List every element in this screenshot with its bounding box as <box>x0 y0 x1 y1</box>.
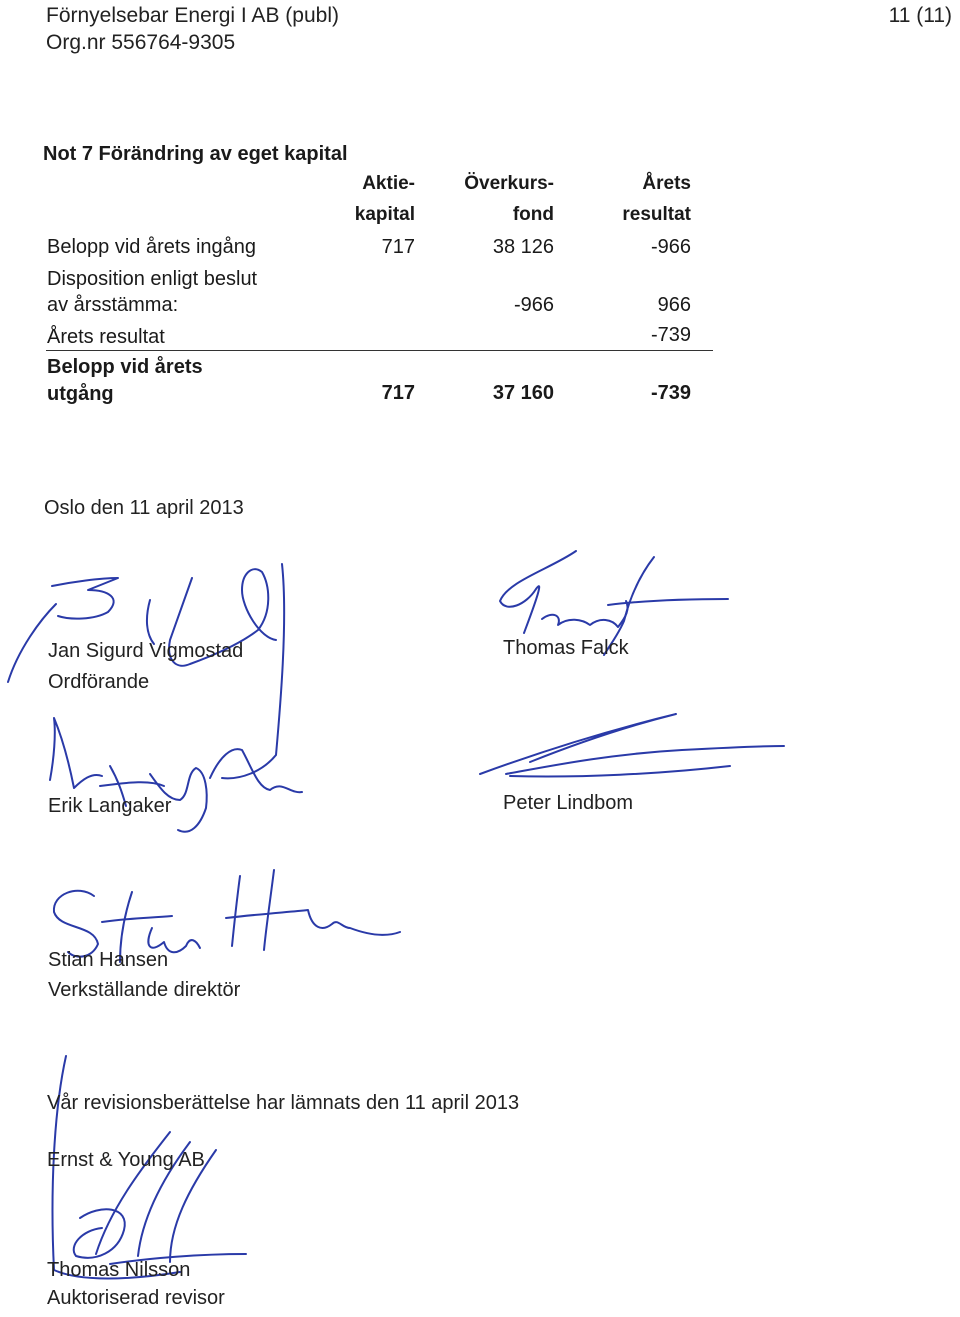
col-header-arets-resultat-2: resultat <box>622 204 691 225</box>
cell-ingang-overkursfond: 38 126 <box>492 236 554 258</box>
cell-utgang-aktiekapital: 717 <box>381 382 415 404</box>
col-header-overkursfond-1: Överkurs- <box>464 173 554 194</box>
col-header-aktiekapital-1: Aktie- <box>362 173 415 194</box>
signature-hansen <box>40 866 420 996</box>
row-label-arets-resultat: Årets resultat <box>47 326 165 348</box>
signatory-name-vigmostad: Jan Sigurd Vigmostad <box>48 640 244 662</box>
signature-langaker <box>40 710 340 860</box>
col-header-arets-resultat-1: Årets <box>642 173 691 194</box>
row-label-utgang-1: Belopp vid årets <box>47 356 203 378</box>
signatory-name-hansen: Stian Hansen <box>48 949 169 971</box>
cell-utgang-overkursfond: 37 160 <box>492 382 554 404</box>
audit-firm: Ernst & Young AB <box>47 1149 205 1171</box>
place-date: Oslo den 11 april 2013 <box>44 497 244 519</box>
table-divider <box>46 350 713 351</box>
col-header-overkursfond-2: fond <box>512 204 554 225</box>
page-number: 11 (11) <box>888 4 952 27</box>
company-name: Förnyelsebar Energi I AB (publ) <box>46 4 339 27</box>
row-label-utgang-2: utgång <box>47 383 114 405</box>
cell-utgang-resultat: -739 <box>650 382 691 404</box>
cell-ingang-aktiekapital: 717 <box>381 236 415 258</box>
signatory-name-langaker: Erik Langaker <box>48 795 172 817</box>
signatory-role-vigmostad: Ordförande <box>48 671 150 693</box>
note-title: Not 7 Förändring av eget kapital <box>43 143 348 165</box>
signatory-role-hansen: Verkställande direktör <box>48 979 241 1001</box>
cell-disposition-overkursfond: -966 <box>513 294 554 316</box>
row-label-disposition-1: Disposition enligt beslut <box>47 268 258 290</box>
cell-arets-resultat: -739 <box>650 324 691 346</box>
signature-lindbom <box>470 708 790 788</box>
row-label-disposition-2: av årsstämma: <box>47 294 179 316</box>
row-label-ingang: Belopp vid årets ingång <box>47 236 257 258</box>
org-number: Org.nr 556764-9305 <box>46 31 236 54</box>
col-header-aktiekapital-2: kapital <box>354 204 415 225</box>
auditor-name: Thomas Nilsson <box>47 1259 191 1281</box>
signatory-name-lindbom: Peter Lindbom <box>503 792 634 814</box>
auditor-title: Auktoriserad revisor <box>47 1287 225 1309</box>
cell-ingang-resultat: -966 <box>650 236 691 258</box>
cell-disposition-resultat: 966 <box>657 294 691 316</box>
signatory-name-falck: Thomas Falck <box>503 637 629 659</box>
audit-statement: Vår revisionsberättelse har lämnats den 11 april 2013 <box>47 1092 520 1114</box>
